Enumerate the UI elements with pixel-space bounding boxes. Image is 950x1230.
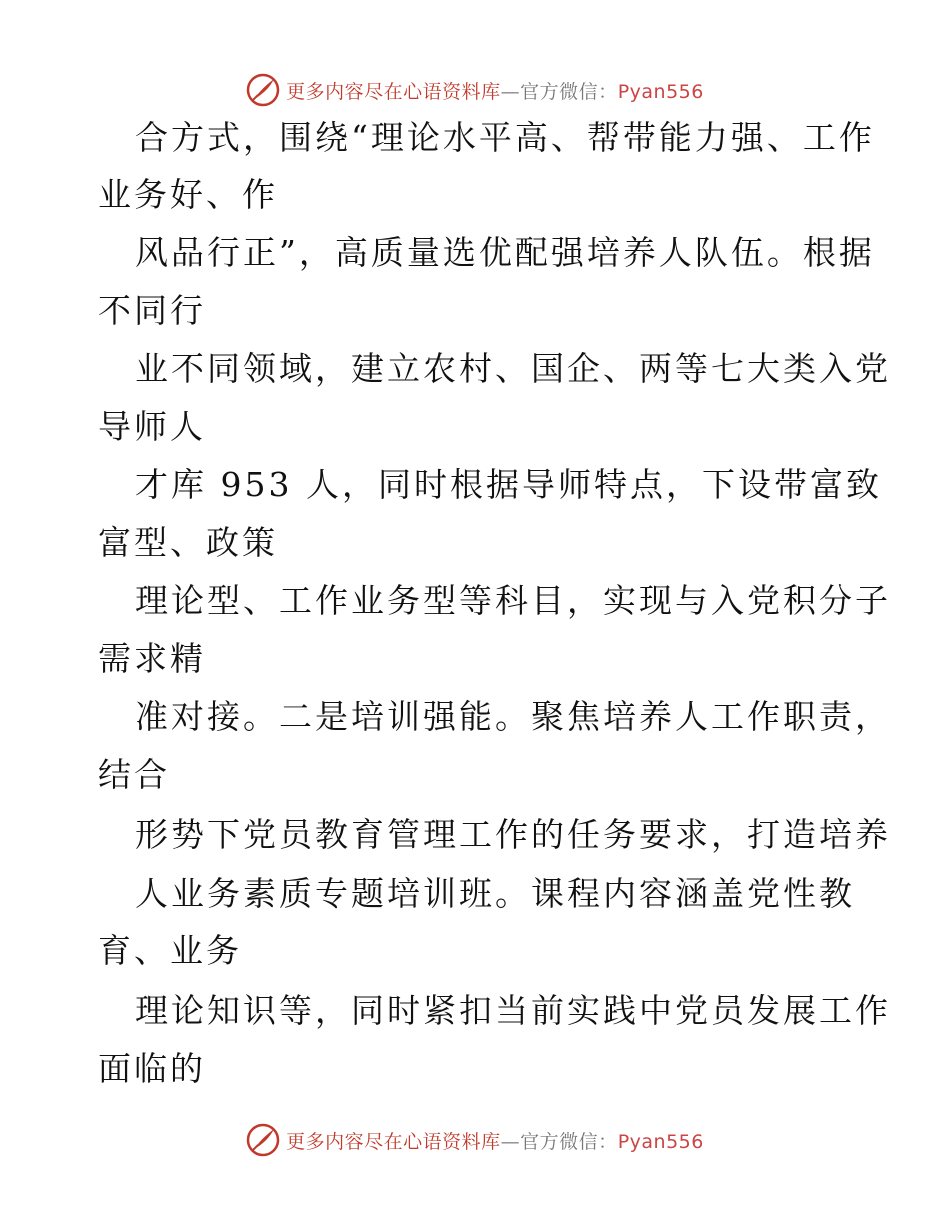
header-account: Pyan556 xyxy=(617,80,704,103)
text-line: 理论型、工作业务型等科目，实现与入党积分子 xyxy=(135,581,891,620)
text-line: 不同行 xyxy=(98,291,206,330)
text-line: 准对接。二是培训强能。聚焦培养人工作职责， xyxy=(135,697,891,736)
footer-wechat-label: 官方微信： xyxy=(520,1130,618,1153)
header-wechat-label: 官方微信： xyxy=(520,80,618,103)
header-dash: — xyxy=(500,80,521,103)
footer-banner xyxy=(0,1120,950,1160)
footer-account: Pyan556 xyxy=(617,1130,704,1153)
text-line: 人业务素质专题培训班。课程内容涵盖党性教 xyxy=(135,874,855,913)
footer-brand: 更多内容尽在心语资料库 xyxy=(286,1130,501,1153)
feather-pen-logo-icon xyxy=(246,73,280,107)
text-line: 业务好、作 xyxy=(98,175,278,214)
footer-dash: — xyxy=(500,1130,521,1153)
header-brand: 更多内容尽在心语资料库 xyxy=(286,80,501,103)
text-line: 理论知识等，同时紧扣当前实践中党员发展工作 xyxy=(135,991,891,1030)
footer-text xyxy=(286,1127,704,1154)
text-line: 育、业务 xyxy=(98,931,242,970)
text-line: 需求精 xyxy=(98,639,206,678)
feather-pen-logo-icon xyxy=(246,1123,280,1157)
text-line: 面临的 xyxy=(98,1049,206,1088)
text-line: 导师人 xyxy=(98,407,206,446)
header-text xyxy=(286,77,704,104)
text-line: 才库 953 人，同时根据导师特点，下设带富致 xyxy=(135,465,882,504)
text-line: 富型、政策 xyxy=(98,523,278,562)
text-line: 风品行正”，高质量选优配强培养人队伍。根据 xyxy=(135,233,875,272)
text-line: 结合 xyxy=(98,755,170,794)
text-line: 合方式，围绕“理论水平高、帮带能力强、工作 xyxy=(135,118,875,157)
header-banner xyxy=(0,70,950,110)
text-line: 业不同领域，建立农村、国企、两等七大类入党 xyxy=(135,349,891,388)
text-line: 形势下党员教育管理工作的任务要求，打造培养 xyxy=(135,815,891,854)
